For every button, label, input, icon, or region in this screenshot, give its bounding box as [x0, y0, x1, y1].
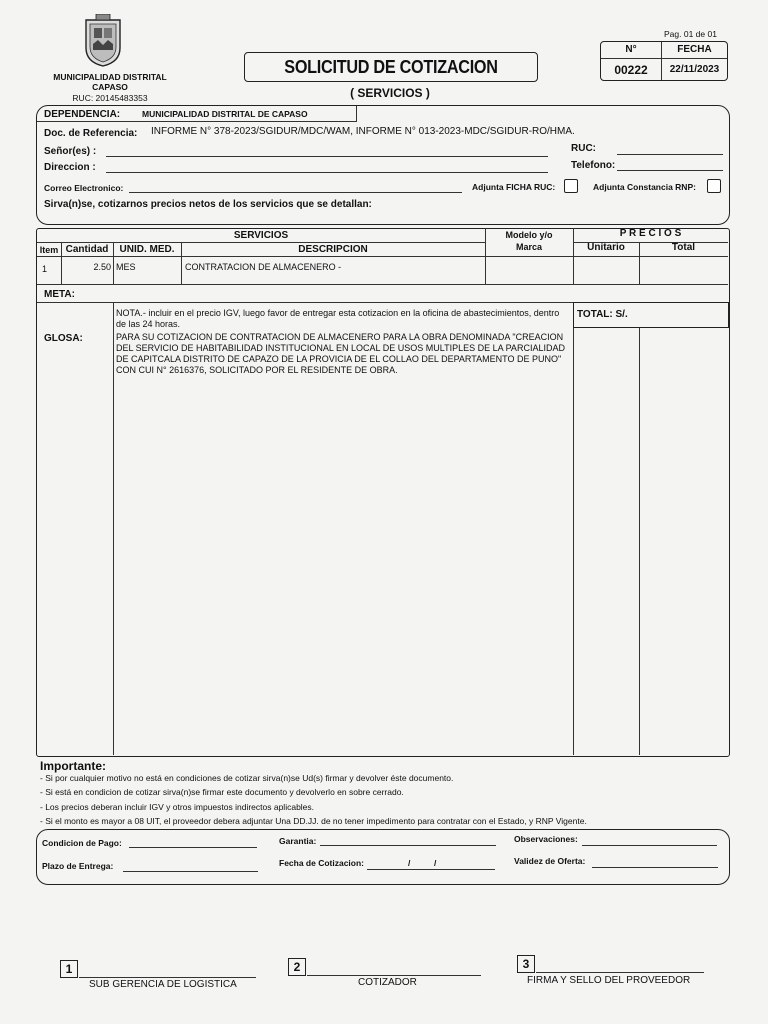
- importante-item: - Los precios deberan incluir IGV y otros impuestos indirectos aplicables.: [40, 802, 315, 812]
- dependencia-value: MUNICIPALIDAD DISTRITAL DE CAPASO: [142, 109, 308, 119]
- page-number: Pag. 01 de 01: [664, 29, 717, 39]
- doc-date: 22/11/2023: [669, 64, 720, 75]
- servicios-header: SERVICIOS: [233, 230, 289, 241]
- rnp-checkbox[interactable]: [707, 179, 721, 193]
- importante-item: - Si el monto es mayor a 08 UIT, el proveedor debera adjuntar Una DD.JJ. de no tener impedimento para contratar con el Estado, y RNP Vigente.: [40, 816, 587, 826]
- signature-label: COTIZADOR: [358, 977, 417, 988]
- no-label: N°: [625, 44, 637, 55]
- doc-number: 00222: [614, 63, 648, 77]
- row-unidad: MES: [116, 262, 136, 272]
- precios-header: P R E C I O S: [619, 228, 682, 239]
- sirvase-text: Sirva(n)se, cotizarnos precios netos de los servicios que se detallan:: [44, 199, 372, 210]
- direccion-label: Direccion :: [44, 162, 96, 173]
- garantia-label: Garantia:: [279, 836, 317, 846]
- telefono-label: Telefono:: [571, 160, 616, 171]
- signature-label: FIRMA Y SELLO DEL PROVEEDOR: [527, 975, 691, 986]
- validez-oferta-field[interactable]: [592, 867, 718, 868]
- org-name-1: MUNICIPALIDAD DISTRITAL: [53, 72, 167, 82]
- direccion-field[interactable]: [106, 172, 548, 173]
- signature-line[interactable]: [79, 977, 256, 978]
- page-subtitle: ( SERVICIOS ): [350, 86, 430, 100]
- rnp-label: Adjunta Constancia RNP:: [593, 182, 696, 192]
- signature-line[interactable]: [307, 975, 481, 976]
- fecha-cotizacion-field[interactable]: [367, 869, 495, 870]
- glosa-label: GLOSA:: [44, 333, 83, 344]
- fecha-slashes: / /: [408, 858, 437, 868]
- dependencia-label: DEPENDENCIA:: [44, 109, 121, 120]
- title-box: [244, 52, 538, 82]
- signature-line[interactable]: [536, 972, 704, 973]
- senores-field[interactable]: [106, 156, 548, 157]
- municipal-seal: [82, 14, 124, 68]
- ficha-ruc-checkbox[interactable]: [564, 179, 578, 193]
- senores-label: Señor(es) :: [44, 146, 97, 157]
- modelo-header: Modelo y/o Marca: [505, 230, 553, 252]
- table-row: [37, 257, 728, 284]
- plazo-entrega-field[interactable]: [123, 871, 258, 872]
- importante-item: - Si por cualquier motivo no está en condiciones de cotizar sirva(n)se Ud(s) firmar y devolver éste documento.: [40, 773, 454, 783]
- meta-label: META:: [44, 289, 75, 300]
- observaciones-field[interactable]: [582, 845, 717, 846]
- doc-ref-value: INFORME N° 378-2023/SGIDUR/MDC/WAM, INFORME N° 013-2023-MDC/SGIDUR-RO/HMA.: [151, 126, 575, 137]
- conditions-section: [36, 829, 730, 885]
- org-name-2: CAPASO: [92, 82, 128, 92]
- total-label: TOTAL: S/.: [577, 309, 628, 320]
- col-item: Item: [39, 245, 59, 255]
- row-item: 1: [42, 264, 48, 274]
- observaciones-label: Observaciones:: [514, 834, 578, 844]
- col-unitario: Unitario: [587, 242, 625, 253]
- doc-ref-label: Doc. de Referencia:: [44, 128, 138, 139]
- ruc-label: RUC:: [571, 143, 596, 154]
- page-title: SOLICITUD DE COTIZACION: [284, 57, 498, 77]
- correo-field[interactable]: [129, 192, 462, 193]
- fecha-cotizacion-label: Fecha de Cotizacion:: [279, 858, 365, 868]
- col-total: Total: [671, 242, 696, 253]
- ficha-ruc-label: Adjunta FICHA RUC:: [472, 182, 556, 192]
- col-unid-med: UNID. MED.: [119, 244, 175, 255]
- correo-label: Correo Electronico:: [44, 183, 124, 193]
- row-descripcion: CONTRATACION DE ALMACENERO -: [185, 262, 342, 272]
- validez-oferta-label: Validez de Oferta:: [514, 856, 586, 866]
- signature-label: SUB GERENCIA DE LOGISTICA: [89, 979, 237, 990]
- signature-number: 2: [288, 958, 306, 976]
- ruc-field[interactable]: [617, 154, 723, 155]
- nota-text: NOTA.- incluir en el precio IGV, luego favor de entregar esta cotizacion en la oficina de abastecimientos, dentro de las 24 horas.: [116, 308, 560, 329]
- org-ruc: RUC: 20145483353: [72, 93, 148, 103]
- row-cantidad: 2.50: [93, 262, 111, 272]
- importante-item: - Si está en condicion de cotizar sirva(n)se firmar este documento y devolverlo en sobre cerrado.: [40, 787, 404, 797]
- condicion-pago-label: Condicion de Pago:: [42, 838, 122, 848]
- garantia-field[interactable]: [320, 845, 496, 846]
- signature-number: 3: [517, 955, 535, 973]
- importante-title: Importante:: [40, 759, 106, 773]
- col-cantidad: Cantidad: [65, 244, 109, 255]
- telefono-field[interactable]: [617, 170, 723, 171]
- glosa-text: PARA SU COTIZACION DE CONTRATACION DE ALMACENERO PARA LA OBRA DENOMINADA "CREACION DEL SERVICIO DE HABITABILIDAD INSTITUCIONAL EN LOCAL DE USOS MULTIPLES DE LA PARCIALIDAD DE CAPITCALA DISTRITO DE CAPAZO DE LA PROVICIA DE EL COLLAO DEL DEPARTAMENTO DE PUNO" CON CUI N° 2616376, SOLICITADO POR EL RESIDENTE DE OBRA.: [116, 332, 565, 375]
- condicion-pago-field[interactable]: [129, 847, 257, 848]
- col-descripcion: DESCRIPCION: [298, 244, 368, 255]
- fecha-label: FECHA: [677, 44, 712, 55]
- plazo-entrega-label: Plazo de Entrega:: [42, 861, 114, 871]
- doc-number-box: [600, 41, 728, 81]
- signature-number: 1: [60, 960, 78, 978]
